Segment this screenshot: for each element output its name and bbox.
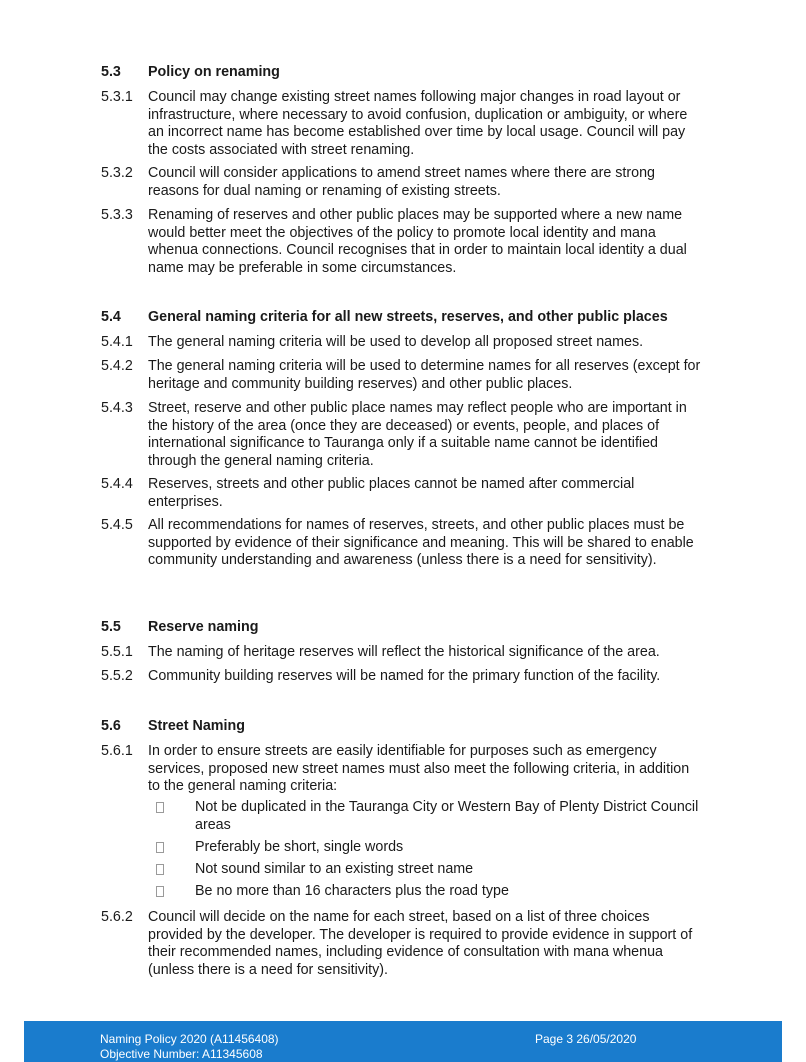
clause-number: 5.6.1	[101, 743, 133, 759]
section-title: General naming criteria for all new streets, reserves, and other public places	[148, 309, 668, 325]
page-footer	[24, 1021, 782, 1062]
list-item-text: Not be duplicated in the Tauranga City or Western Bay of Plenty District Council areas	[195, 799, 699, 833]
clause-number: 5.5.2	[101, 668, 133, 684]
clause-text: Council may change existing street names following major changes in road layout or infrastructure, where necessary to avoid confusion, duplication or ambiguity, or where an incorrect name has become established over time by local usage. Council will pay the costs associated with street renaming.	[148, 89, 688, 158]
clause-text: Council will decide on the name for each street, based on a list of three choices provided by the developer. The developer is required to provide evidence in support of their recommended names, including evidence of consultation with mana whenua (unless there is a need for sensitivity).	[148, 909, 693, 978]
list-item-text: Not sound similar to an existing street name	[195, 861, 474, 877]
clause-text: Street, reserve and other public place names may reflect people who are important in the history of the area (once they are deceased) or events, people, and places of international significance to Tauranga only if a suitable name cannot be identified through the general naming criteria.	[148, 400, 687, 469]
clause-5-5-2	[101, 668, 703, 686]
clause-number: 5.4.5	[101, 517, 133, 533]
section-5-5-heading	[101, 619, 258, 637]
footer-objective-number: Objective Number: A11345608	[100, 1047, 263, 1061]
section-number: 5.5	[101, 619, 121, 635]
clause-5-3-3	[101, 207, 703, 277]
section-title: Reserve naming	[148, 619, 259, 635]
bullet-box-icon	[156, 802, 164, 813]
bullet-box-icon	[156, 886, 164, 897]
clause-5-4-4	[101, 476, 703, 511]
bullet-box-icon	[156, 864, 164, 875]
clause-number: 5.3.1	[101, 89, 133, 105]
list-item	[155, 799, 715, 834]
clause-5-4-5	[101, 517, 703, 570]
clause-text: Renaming of reserves and other public places may be supported where a new name would better meet the objectives of the policy to promote local identity and mana whenua connections. Council recognises that in order to maintain local identity a dual name may be preferable in some circumstances.	[148, 207, 687, 276]
clause-text: Community building reserves will be named for the primary function of the facility.	[148, 668, 661, 684]
list-item	[155, 839, 715, 857]
section-title: Street Naming	[148, 718, 245, 734]
list-item-text: Preferably be short, single words	[195, 839, 404, 855]
bullet-box-icon	[156, 842, 164, 853]
clause-number: 5.3.2	[101, 165, 133, 181]
clause-text: The general naming criteria will be used to develop all proposed street names.	[148, 334, 644, 350]
clause-number: 5.4.4	[101, 476, 133, 492]
clause-text: Reserves, streets and other public places cannot be named after commercial enterprises.	[148, 476, 635, 510]
section-5-4-heading	[101, 309, 668, 327]
clause-5-3-2	[101, 165, 703, 200]
clause-number: 5.4.3	[101, 400, 133, 416]
list-item-text: Be no more than 16 characters plus the road type	[195, 883, 509, 899]
section-number: 5.6	[101, 718, 121, 734]
clause-5-6-1	[101, 743, 703, 796]
clause-text: In order to ensure streets are easily identifiable for purposes such as emergency services, proposed new street names must also meet the following criteria, in addition to the general naming criteria:	[148, 743, 690, 795]
section-title: Policy on renaming	[148, 64, 280, 80]
section-5-6-heading	[101, 718, 245, 736]
clause-number: 5.4.1	[101, 334, 133, 350]
section-number: 5.3	[101, 64, 121, 80]
clause-text: Council will consider applications to amend street names where there are strong reasons for dual naming or renaming of existing streets.	[148, 165, 656, 199]
list-item	[155, 883, 715, 901]
clause-text: The naming of heritage reserves will reflect the historical significance of the area.	[148, 644, 660, 660]
clause-number: 5.4.2	[101, 358, 133, 374]
clause-5-6-2	[101, 909, 703, 979]
clause-number: 5.6.2	[101, 909, 133, 925]
clause-5-3-1	[101, 89, 703, 159]
section-number: 5.4	[101, 309, 121, 325]
clause-text: The general naming criteria will be used to determine names for all reserves (except for heritage and community building reserves) and other public places.	[148, 358, 701, 392]
section-5-3-heading	[101, 64, 280, 82]
clause-5-5-1	[101, 644, 703, 662]
clause-number: 5.3.3	[101, 207, 133, 223]
footer-page-info: Page 3 26/05/2020	[535, 1032, 637, 1046]
clause-5-4-2	[101, 358, 703, 393]
footer-document-title: Naming Policy 2020 (A11456408)	[100, 1032, 279, 1046]
clause-5-4-3	[101, 400, 703, 470]
clause-text: All recommendations for names of reserves, streets, and other public places must be supported by evidence of their significance and meaning. This will be shared to enable community understanding and awareness (unless there is a need for sensitivity).	[148, 517, 694, 569]
clause-5-4-1	[101, 334, 703, 352]
list-item	[155, 861, 715, 879]
clause-number: 5.5.1	[101, 644, 133, 660]
